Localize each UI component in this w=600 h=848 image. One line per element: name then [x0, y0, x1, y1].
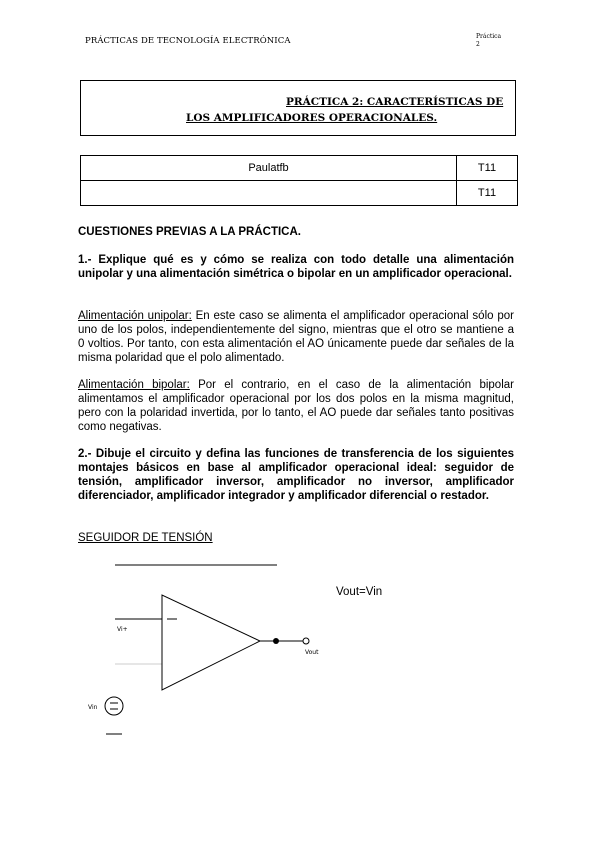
header-practice-label: Práctica — [476, 33, 502, 40]
unipolar-text: En este caso se alimenta el amplificador operacional sólo por uno de los polos, independientemente del signo, mientras que el otro se mantiene a 0 voltios. Por tanto, con esta alimentación el AO únicamente puede dar señales de la misma polaridad que el polo alimentado. — [78, 310, 514, 364]
group-code-cell: T11 — [457, 156, 518, 181]
bipolar-text: Por el contrario, en el caso de la alimentación bipolar alimentamos el amplificador operacional por los dos polos en la misma magnitud, pero con la polaridad invertida, por lo tanto, el AO puede dar señales tanto positivas como negativas. — [78, 379, 514, 433]
student-name-cell: Paulatfb — [81, 156, 457, 181]
voltage-source-symbol — [105, 697, 123, 715]
vin-label: Vin — [88, 704, 98, 711]
output-terminal — [303, 638, 309, 644]
group-code-cell: T11 — [457, 181, 518, 206]
output-node-dot — [273, 638, 279, 644]
vout-label: Vout — [305, 649, 319, 656]
transfer-function: Vout=Vin — [336, 586, 383, 598]
title-line-1: PRÁCTICA 2: CARACTERÍSTICAS DE — [286, 96, 504, 108]
opamp-triangle — [162, 595, 260, 690]
section-seguidor-title: SEGUIDOR DE TENSIÓN — [78, 532, 213, 544]
vplus-label: Vi+ — [117, 626, 128, 633]
unipolar-label: Alimentación unipolar: — [78, 310, 192, 322]
question-2: 2.- Dibuje el circuito y defina las funciones de transferencia de los siguientes montajes básicos en base al amplificador operacional ideal: seguidor de tensión, amplificador inversor, amplificador no inversor, amplificador diferenciador, amplificador integrador y amplificador diferencial o restador. — [78, 448, 514, 502]
title-line-2: LOS AMPLIFICADORES OPERACIONALES. — [186, 112, 438, 124]
bipolar-label: Alimentación bipolar: — [78, 379, 190, 391]
question-1: 1.- Explique qué es y cómo se realiza con todo detalle una alimentación unipolar y una alimentación simétrica o bipolar en un amplificador operacional. — [78, 254, 514, 280]
section-heading: CUESTIONES PREVIAS A LA PRÁCTICA. — [78, 226, 301, 238]
document-header-title: PRÁCTICAS DE TECNOLOGÍA ELECTRÓNICA — [85, 36, 291, 46]
header-practice-number: 2 — [476, 41, 480, 48]
